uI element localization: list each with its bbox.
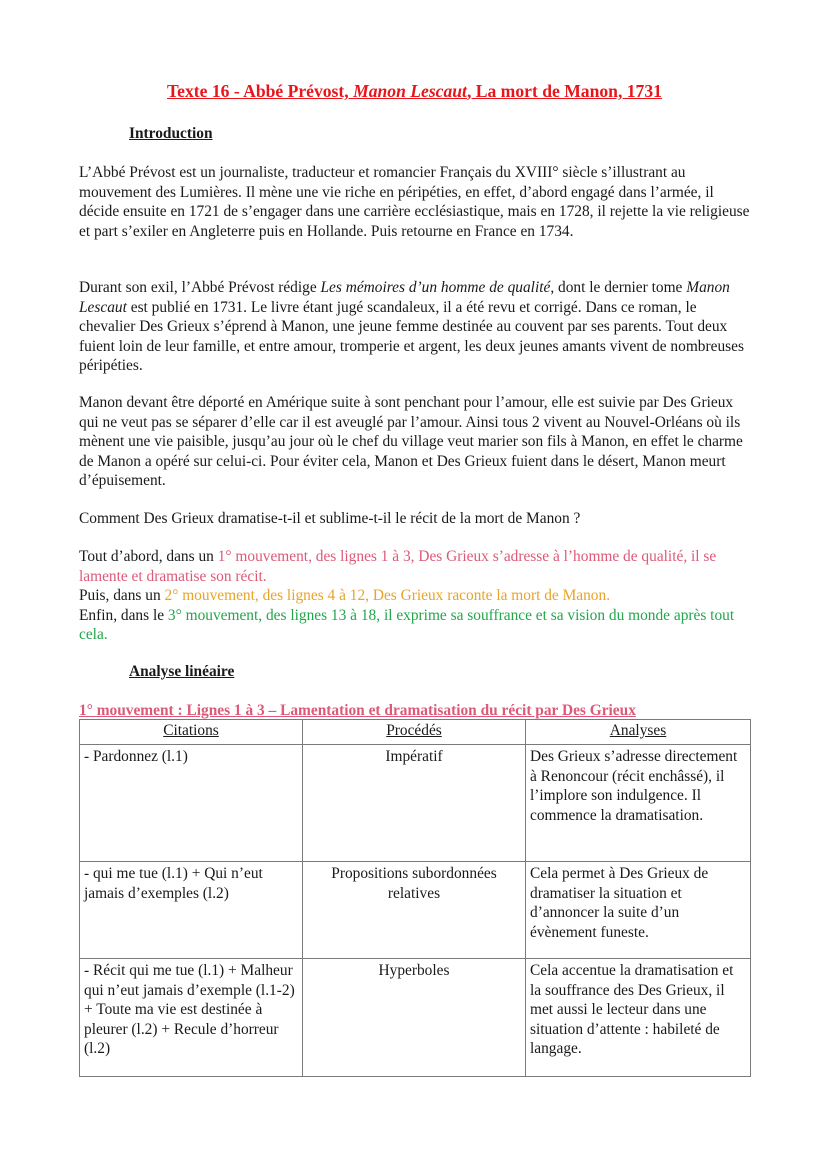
cell-citation: - Récit qui me tue (l.1) + Malheur qui n’eut jamais d’exemple (l.1-2) + Toute ma vie est destinée à pleurer (l.2) + Recule d’horreur (l.2) bbox=[80, 959, 303, 1077]
title-work: Manon Lescaut bbox=[353, 81, 467, 101]
cell-procede: Propositions subordonnées relatives bbox=[303, 862, 526, 959]
plan-movement-3: 3° mouvement, des lignes 13 à 18, il exprime sa souffrance et sa vision du monde après tout cela. bbox=[79, 606, 735, 643]
cell-citation: - qui me tue (l.1) + Qui n’eut jamais d’exemples (l.2) bbox=[80, 862, 303, 959]
p2-text: est publié en 1731. Le livre étant jugé scandaleux, il a été revu et corrigé. Dans ce roman, le chevalier Des Grieux s’éprend à Manon, une jeune femme destinée au couvent par ses parents. Tout deux fuient loin de leur famille, et entre amour, tromperie et argent, les deux jeunes amants vivent de nombreuses péripéties. bbox=[79, 298, 744, 374]
plan-paragraph bbox=[79, 547, 750, 645]
plan-lead-2: Puis, dans un bbox=[79, 587, 165, 604]
plan-movement-2: 2° mouvement, des lignes 4 à 12, Des Grieux raconte la mort de Manon. bbox=[164, 587, 611, 604]
analysis-table bbox=[79, 719, 751, 1077]
cell-procede: Impératif bbox=[303, 745, 526, 862]
table-row bbox=[80, 862, 751, 959]
table-row bbox=[80, 745, 751, 862]
p2-text: Durant son exil, l’Abbé Prévost rédige bbox=[79, 279, 321, 296]
book-title: Les mémoires d’un homme de qualité bbox=[320, 279, 551, 296]
title-suffix: , La mort de Manon, 1731 bbox=[466, 81, 662, 101]
plan-lead-3: Enfin, dans le bbox=[79, 606, 168, 624]
introduction-heading: Introduction bbox=[129, 125, 213, 142]
header-procedes: Procédés bbox=[303, 720, 526, 745]
header-citations: Citations bbox=[80, 720, 303, 745]
intro-paragraph-3: Manon devant être déporté en Amérique suite à sont penchant pour l’amour, elle est suivie par Des Grieux qui ne veut pas se séparer d’elle car il est aveuglé par l’amour. Ainsi tous 2 vivent au Nouvel-Orléans où ils mènent une vie paisible, jusqu’au jour où le chef du village veut marier son fils à Manon, en effet le charme de Manon a opéré sur celui-ci. Pour éviter cela, Manon et Des Grieux fuient dans le désert, Manon meurt d’épuisement. bbox=[79, 394, 743, 489]
cell-citation: - Pardonnez (l.1) bbox=[80, 745, 303, 862]
analysis-heading: Analyse linéaire bbox=[129, 663, 235, 680]
cell-procede: Hyperboles bbox=[303, 959, 526, 1077]
plan-lead-1: Tout d’abord, dans un bbox=[79, 548, 218, 565]
cell-analyse: Cela accentue la dramatisation et la souffrance des Des Grieux, il met aussi le lecteur dans une situation d’attente : habileté de langage. bbox=[526, 959, 751, 1077]
work-title: Manon Lescaut bbox=[79, 279, 730, 316]
table-row bbox=[80, 959, 751, 1077]
plan-movement-1: 1° mouvement, des lignes 1 à 3, Des Grieux s’adresse à l’homme de qualité, il se lamente et dramatise son récit. bbox=[79, 548, 717, 585]
problematique: Comment Des Grieux dramatise-t-il et sublime-t-il le récit de la mort de Manon ? bbox=[79, 510, 581, 527]
cell-analyse: Des Grieux s’adresse directement à Renoncour (récit enchâssé), il l’implore son indulgence. Il commence la dramatisation. bbox=[526, 745, 751, 862]
document-title bbox=[79, 80, 750, 102]
movement-1-heading: 1° mouvement : Lignes 1 à 3 – Lamentation et dramatisation du récit par Des Grieux bbox=[79, 702, 636, 719]
cell-analyse: Cela permet à Des Grieux de dramatiser la situation et d’annoncer la suite d’un évènement funeste. bbox=[526, 862, 751, 959]
intro-paragraph-1: L’Abbé Prévost est un journaliste, traducteur et romancier Français du XVIII° siècle s’illustrant au mouvement des Lumières. Il mène une vie riche en péripéties, en effet, d’abord engagé dans l’armée, il décide ensuite en 1721 de s’engager dans une carrière ecclésiastique, mais en 1728, il rejette la vie religieuse et part s’exiler en Angleterre puis en Hollande. Puis retourne en France en 1734. bbox=[79, 164, 750, 240]
table-header-row bbox=[80, 720, 751, 745]
intro-paragraph-2 bbox=[79, 278, 750, 376]
p2-text: , dont le dernier tome bbox=[550, 279, 687, 296]
header-analyses: Analyses bbox=[526, 720, 751, 745]
title-prefix: Texte 16 - Abbé Prévost, bbox=[167, 81, 354, 101]
